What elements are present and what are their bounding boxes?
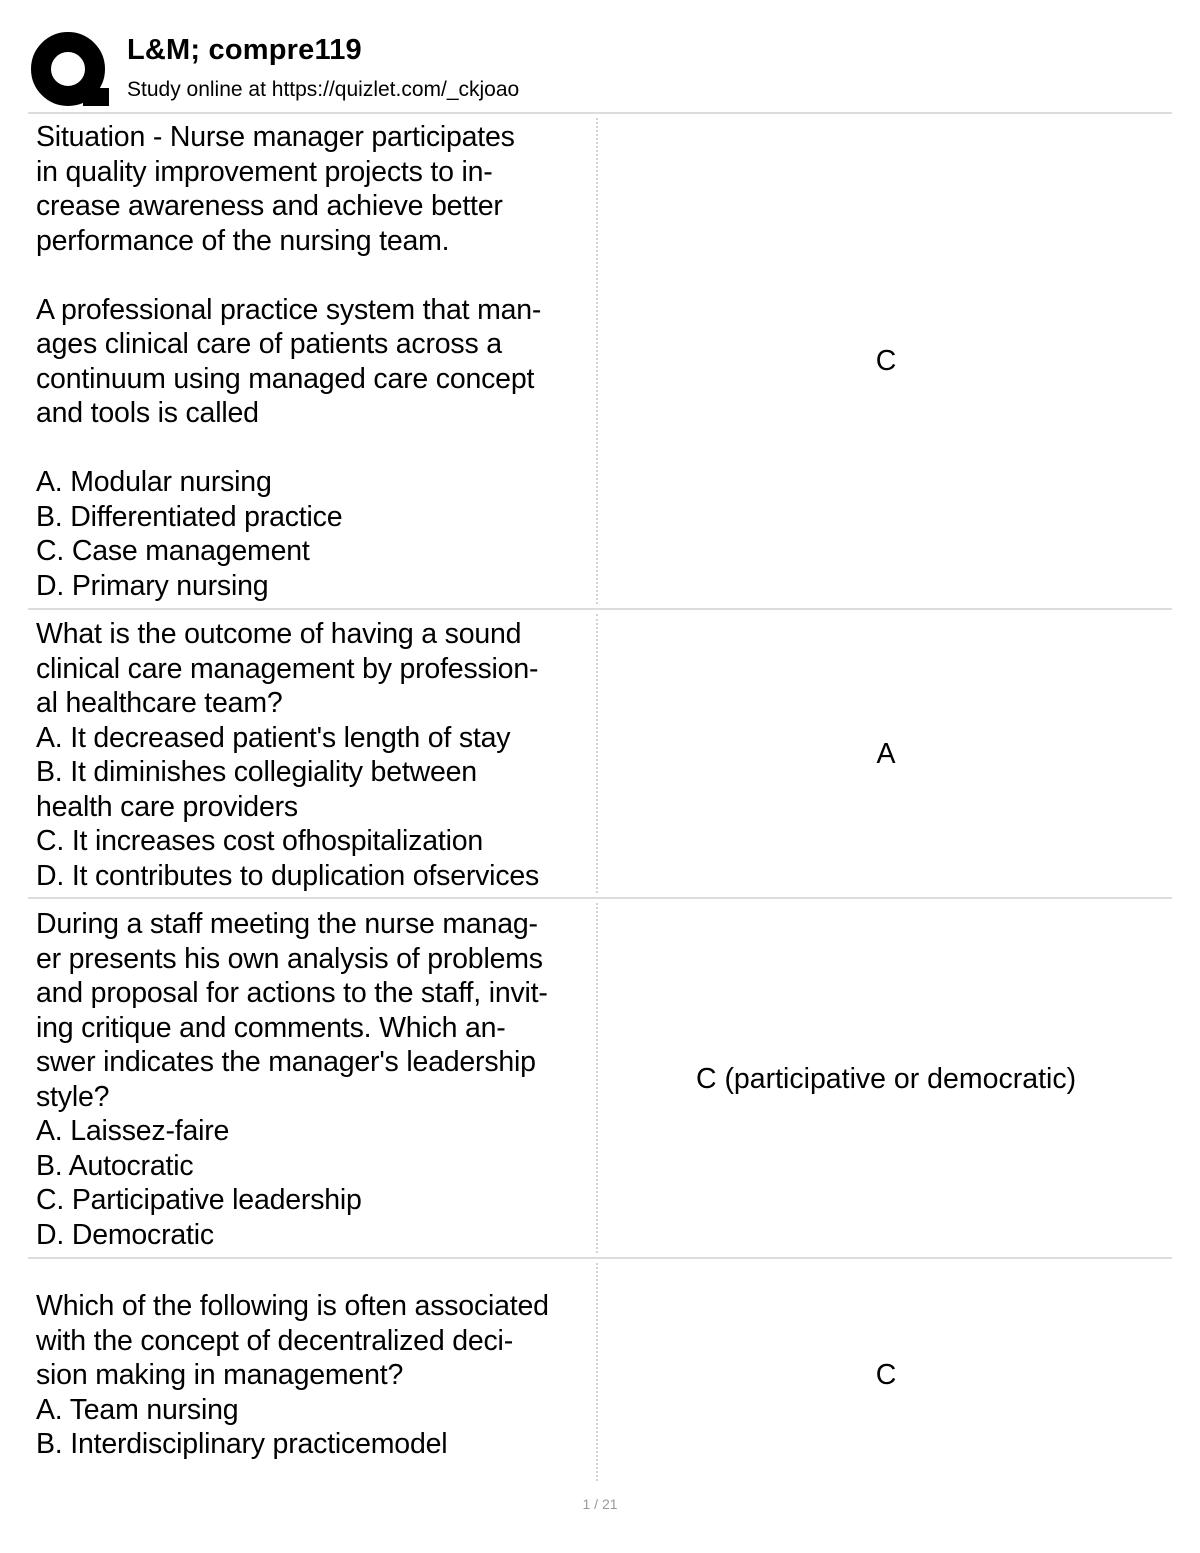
column-divider [596, 1263, 598, 1481]
page-header [28, 28, 1172, 112]
card-definition: C (participative or democratic) [695, 1063, 1077, 1095]
card-definition: C [875, 1359, 897, 1391]
row-divider [28, 608, 1172, 610]
document-title: L&M; compre119 [127, 34, 362, 66]
column-divider [596, 118, 598, 604]
study-online-link[interactable]: Study online at https://quizlet.com/_ckjoao [127, 78, 520, 101]
card-definition: A [876, 738, 896, 770]
card-definition: C [875, 345, 897, 377]
card-term: During a staff meeting the nurse manag- er presents his own analysis of problems and proposal for actions to the staff, invit- ing critique and comments. Which an- swer indicates the manager's leadership style? A. Laissez-faire B. Autocratic C. Participative leadership D. Democratic [36, 908, 548, 1251]
quizlet-logo-icon [31, 32, 109, 110]
row-divider [28, 112, 1172, 114]
card-term: Situation - Nurse manager participates in quality improvement projects to in- crease awareness and achieve better performance of the nursing team. A professional practice system that man- ages clinical care of patients across a continuum using managed care concept and tools is called A. Modular nursing B. Differentiated practice C. Case management D. Primary nursing [36, 121, 542, 602]
card-term: Which of the following is often associated with the concept of decentralized deci- sion making in management? A. Team nursing B. Interdisciplinary practicemodel [36, 1290, 549, 1460]
column-divider [596, 614, 598, 893]
row-divider [28, 1257, 1172, 1259]
page-indicator: 1 / 21 [582, 1496, 618, 1512]
column-divider [596, 903, 598, 1253]
card-term: What is the outcome of having a sound clinical care management by profession- al healthcare team? A. It decreased patient's length of stay B. It diminishes collegiality between health care providers C. It increases cost ofhospitalization D. It contributes to duplication ofservices [36, 618, 540, 892]
row-divider [28, 897, 1172, 899]
